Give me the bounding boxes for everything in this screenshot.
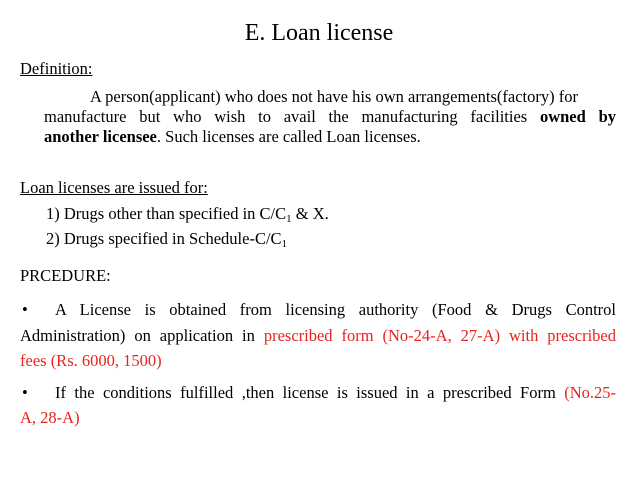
definition-heading: Definition: (20, 59, 93, 78)
bullet-2-line-2: A, 28-A) (20, 408, 80, 427)
definition-line-2: manufacture but who wish to avail the manufacturing facilities owned by (44, 107, 616, 126)
bullet-2-line-1: If the conditions fulfilled ,then license is issued in a prescribed Form (No.25- (55, 383, 616, 402)
bullet-2: • (22, 383, 28, 402)
definition-line-1: A person(applicant) who does not have his own arrangements(factory) for (90, 87, 578, 106)
issued-item-2: 2) Drugs specified in Schedule-$C/C_1$ (46, 229, 288, 250)
definition-line-3: another licensee. Such licenses are called Loan licenses. (44, 127, 421, 146)
issued-heading: Loan licenses are issued for: (20, 178, 208, 197)
bullet-1-line-2: Administration) on application in prescribed form (No-24-A, 27-A) with prescribed (20, 326, 617, 345)
bullet-1-line-3: fees (Rs. 6000, 1500) (20, 351, 162, 370)
issued-item-1: 1) Drugs other than specified in $C/C_1$ & X. (46, 204, 329, 225)
slide-title: E. Loan license (244, 20, 394, 46)
bullet-1-line-1: A License is obtained from licensing authority (Food & Drugs Control (55, 300, 616, 319)
procedure-heading: PRCEDURE: (20, 266, 111, 285)
bullet-1: • (22, 300, 28, 319)
